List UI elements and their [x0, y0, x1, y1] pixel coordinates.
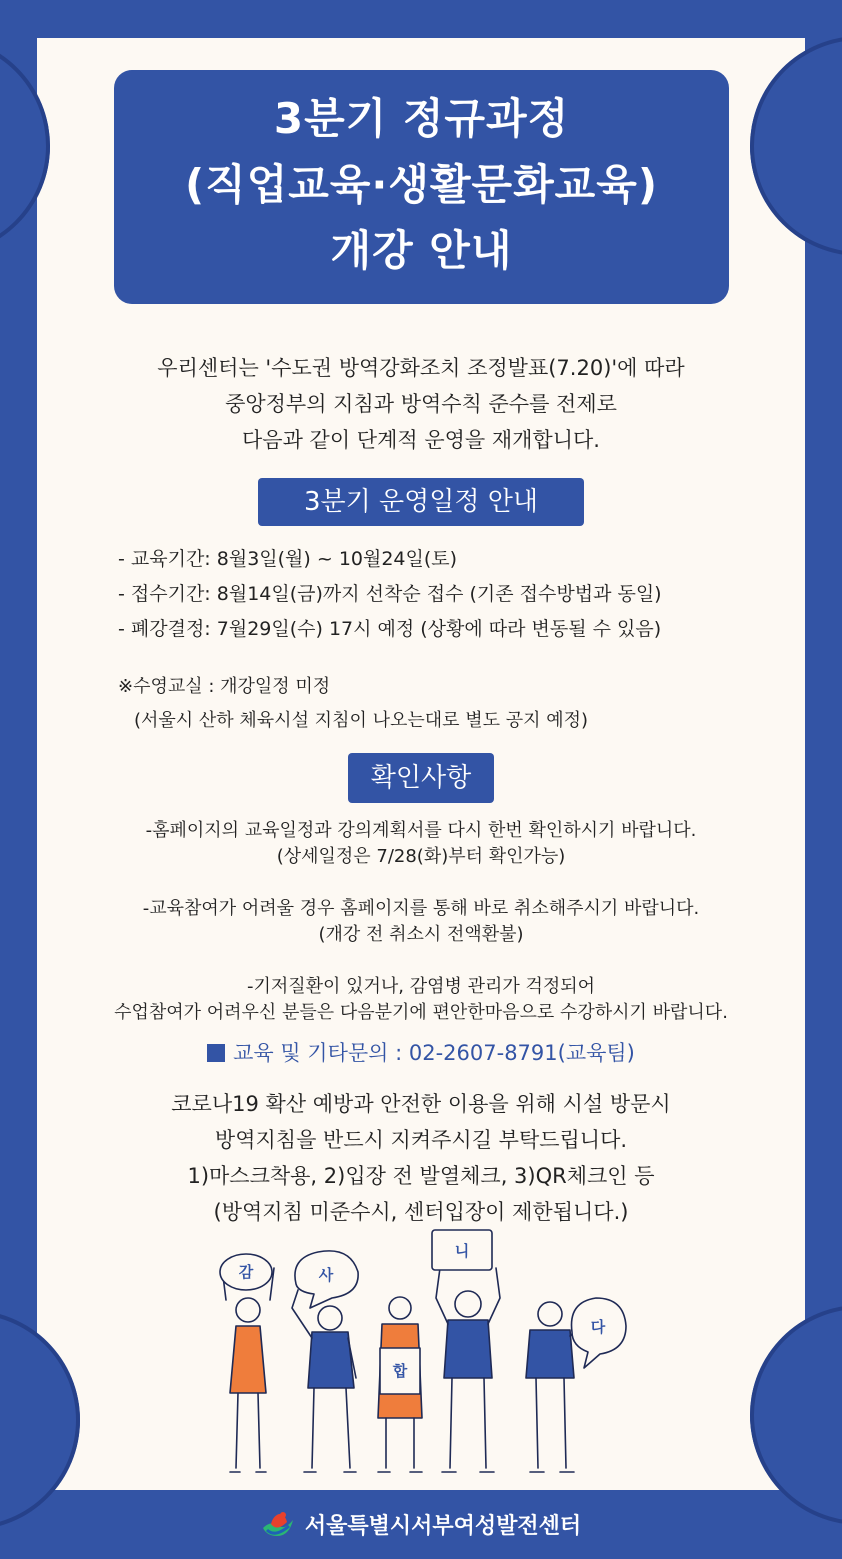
title-line-2: (직업교육·생활문화교육): [184, 160, 659, 209]
check-item-1-main: -홈페이지의 교육일정과 강의계획서를 다시 한번 확인하시기 바랍니다.: [145, 820, 697, 841]
schedule-item-cancellation: - 폐강결정: 7월29일(수) 17시 예정 (상황에 따라 변동될 수 있음): [118, 618, 662, 640]
covid-line-1: 코로나19 확산 예방과 안전한 이용을 위해 시설 방문시: [171, 1092, 671, 1116]
title-line-3: 개강 안내: [330, 226, 513, 275]
square-bullet-icon: [207, 1044, 225, 1062]
swimming-note: [118, 670, 738, 738]
title-line-1: 3분기 정규과정: [273, 94, 570, 143]
footer-bar: [0, 1490, 842, 1559]
sign-2-text: 사: [318, 1266, 334, 1284]
schedule-item-period: - 교육기간: 8월3일(월) ~ 10월24일(토): [118, 548, 458, 570]
check-item-2-sub: (개강 전 취소시 전액환불): [318, 924, 524, 945]
person-4-figure: [436, 1268, 500, 1472]
sign-1-text: 감: [238, 1263, 254, 1281]
covid-line-2: 방역지침을 반드시 지켜주시길 부탁드립니다.: [214, 1128, 628, 1152]
swimming-note-line-2: (서울시 산하 체육시설 지침이 나오는대로 별도 공지 예정): [134, 710, 589, 731]
title-banner: [114, 70, 729, 304]
intro-text: [37, 350, 805, 458]
sign-3-text: 합: [392, 1362, 408, 1380]
person-1-figure: [222, 1268, 274, 1472]
check-item-3-main: -기저질환이 있거나, 감염병 관리가 걱정되어: [246, 976, 596, 997]
covid-notice: [37, 1086, 805, 1230]
person-2-figure: [292, 1290, 356, 1472]
schedule-heading: 3분기 운영일정 안내: [258, 478, 584, 526]
check-heading: 확인사항: [348, 753, 494, 803]
intro-line-2: 중앙정부의 지침과 방역수칙 준수를 전제로: [225, 392, 617, 416]
check-item-3-sub: 수업참여가 어려우신 분들은 다음분기에 편안한마음으로 수강하시기 바랍니다.: [114, 1002, 728, 1023]
covid-line-4: (방역지침 미준수시, 센터입장이 제한됩니다.): [213, 1200, 629, 1224]
intro-line-1: 우리센터는 '수도권 방역강화조치 조정발표(7.20)'에 따라: [157, 356, 685, 380]
schedule-item-registration: - 접수기간: 8월14일(금)까지 선착순 접수 (기존 접수방법과 동일): [118, 583, 662, 605]
contact-text: 교육 및 기타문의 : 02-2607-8791(교육팀): [233, 1041, 635, 1065]
seoul-logo-icon: [261, 1510, 295, 1540]
organization-name: 서울특별시서부여성발전센터: [304, 1514, 582, 1539]
swimming-note-line-1: ※수영교실 : 개강일정 미정: [118, 676, 331, 697]
check-item-2-main: -교육참여가 어려울 경우 홈페이지를 통해 바로 취소해주시기 바랍니다.: [142, 898, 700, 919]
check-item-1-sub: (상세일정은 7/28(화)부터 확인가능): [276, 846, 566, 867]
contact-line: [37, 1036, 805, 1070]
intro-line-3: 다음과 같이 단계적 운영을 재개합니다.: [242, 428, 600, 452]
sign-5-text: 다: [590, 1318, 606, 1336]
schedule-list: [118, 542, 758, 647]
sign-4-text: 니: [454, 1242, 470, 1260]
thank-you-illustration: [200, 1228, 640, 1490]
covid-line-3: 1)마스크착용, 2)입장 전 발열체크, 3)QR체크인 등: [187, 1164, 655, 1188]
check-list: [37, 818, 805, 1026]
